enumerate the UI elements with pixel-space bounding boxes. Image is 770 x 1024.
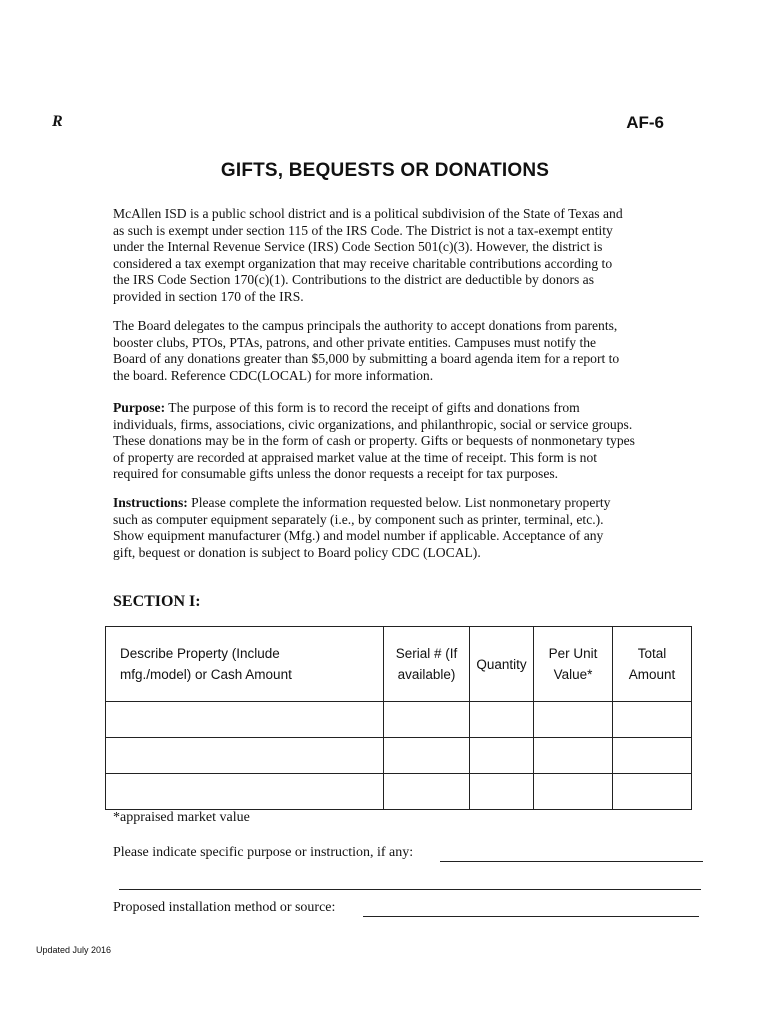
form-code: AF-6	[626, 113, 664, 132]
intro-line: as such is exempt under section 115 of the IRS Code. The District is not a tax-exempt entity	[113, 222, 613, 238]
table-header-row	[106, 627, 692, 702]
description-cell[interactable]	[106, 702, 384, 738]
header-text: Total	[637, 646, 667, 661]
per-unit-value-cell[interactable]	[534, 774, 613, 810]
instructions-line: such as computer equipment separately (i.e., by component such as printer, terminal, etc.).	[113, 511, 604, 527]
column-header-per-unit-value	[534, 627, 613, 702]
updated-date: Updated July 2016	[36, 945, 112, 955]
column-header-quantity	[470, 627, 534, 702]
intro-line: the IRS Code Section 170(c)(1). Contributions to the district are deductible by donors as	[113, 272, 594, 287]
instructions-label: Instructions:	[113, 495, 188, 510]
purpose-text: The purpose of this form is to record the receipt of gifts and donations from	[165, 400, 580, 415]
serial-cell[interactable]	[384, 774, 470, 810]
header-text: Per Unit	[548, 646, 598, 661]
purpose-line: required for consumable gifts unless the donor requests a receipt for tax purposes.	[113, 466, 559, 481]
table-row	[106, 702, 692, 738]
table-row	[106, 738, 692, 774]
column-header-description	[106, 627, 384, 702]
quantity-cell[interactable]	[470, 702, 534, 738]
board-line: the board. Reference CDC(LOCAL) for more information.	[113, 367, 434, 383]
intro-line: under the Internal Revenue Service (IRS) Code Section 501(c)(3). However, the district is	[113, 239, 603, 254]
footnote: *appraised market value	[113, 810, 250, 825]
header-text: available)	[397, 667, 456, 682]
instructions-line: Show equipment manufacturer (Mfg.) and model number if applicable. Acceptance of any	[113, 528, 604, 543]
total-amount-cell[interactable]	[613, 738, 692, 774]
intro-line: considered a tax exempt organization that may receive charitable contributions according to	[113, 255, 613, 271]
section-title: SECTION I:	[113, 593, 201, 610]
intro-line: McAllen ISD is a public school district and is a political subdivision of the State of Texas and	[113, 206, 623, 221]
page-title: GIFTS, BEQUESTS OR DONATIONS	[220, 160, 550, 181]
instructions-paragraph	[113, 495, 658, 561]
install-prompt: Proposed installation method or source:	[113, 900, 336, 915]
header-text: Describe Property (Include	[120, 646, 280, 661]
serial-cell[interactable]	[384, 738, 470, 774]
column-header-serial	[384, 627, 470, 702]
instructions-line	[113, 495, 658, 512]
header-text: Serial # (If	[395, 646, 458, 661]
board-line: Board of any donations greater than $5,000 by submitting a board agenda item for a report to	[113, 351, 620, 366]
instructions-line: gift, bequest or donation is subject to Board policy CDC (LOCAL).	[113, 544, 481, 560]
board-paragraph	[113, 318, 658, 384]
header-text: Value*	[553, 667, 593, 682]
quantity-cell[interactable]	[470, 738, 534, 774]
install-answer-line[interactable]	[363, 916, 699, 917]
description-cell[interactable]	[106, 774, 384, 810]
quantity-cell[interactable]	[470, 774, 534, 810]
description-cell[interactable]	[106, 738, 384, 774]
intro-line: provided in section 170 of the IRS.	[113, 288, 304, 304]
purpose-line	[113, 400, 658, 417]
purpose-answer-line[interactable]	[440, 861, 703, 862]
header-text: mfg./model) or Cash Amount	[120, 667, 292, 682]
header-text: Amount	[628, 667, 676, 682]
purpose-paragraph	[113, 400, 658, 483]
header-text: Quantity	[476, 656, 527, 672]
purpose-line: individuals, firms, associations, civic organizations, and philanthropic, social or service groups.	[113, 416, 633, 432]
per-unit-value-cell[interactable]	[534, 702, 613, 738]
table-row	[106, 774, 692, 810]
total-amount-cell[interactable]	[613, 774, 692, 810]
serial-cell[interactable]	[384, 702, 470, 738]
per-unit-value-cell[interactable]	[534, 738, 613, 774]
purpose-line: These donations may be in the form of cash or property. Gifts or bequests of nonmonetary types	[113, 433, 635, 448]
intro-paragraph	[113, 206, 658, 305]
purpose-line: of property are recorded at appraised market value at the time of receipt. This form is not	[113, 449, 598, 465]
instructions-text: Please complete the information requested below. List nonmonetary property	[187, 495, 611, 510]
donation-table	[105, 626, 692, 810]
purpose-prompt: Please indicate specific purpose or instruction, if any:	[113, 845, 414, 860]
column-header-total-amount	[613, 627, 692, 702]
board-line: The Board delegates to the campus principals the authority to accept donations from parents,	[113, 318, 618, 333]
header-mark: R	[52, 113, 63, 130]
purpose-answer-line-2[interactable]	[119, 889, 701, 890]
total-amount-cell[interactable]	[613, 702, 692, 738]
purpose-label: Purpose:	[113, 400, 166, 415]
board-line: booster clubs, PTOs, PTAs, patrons, and other private entities. Campuses must notify the	[113, 334, 597, 350]
